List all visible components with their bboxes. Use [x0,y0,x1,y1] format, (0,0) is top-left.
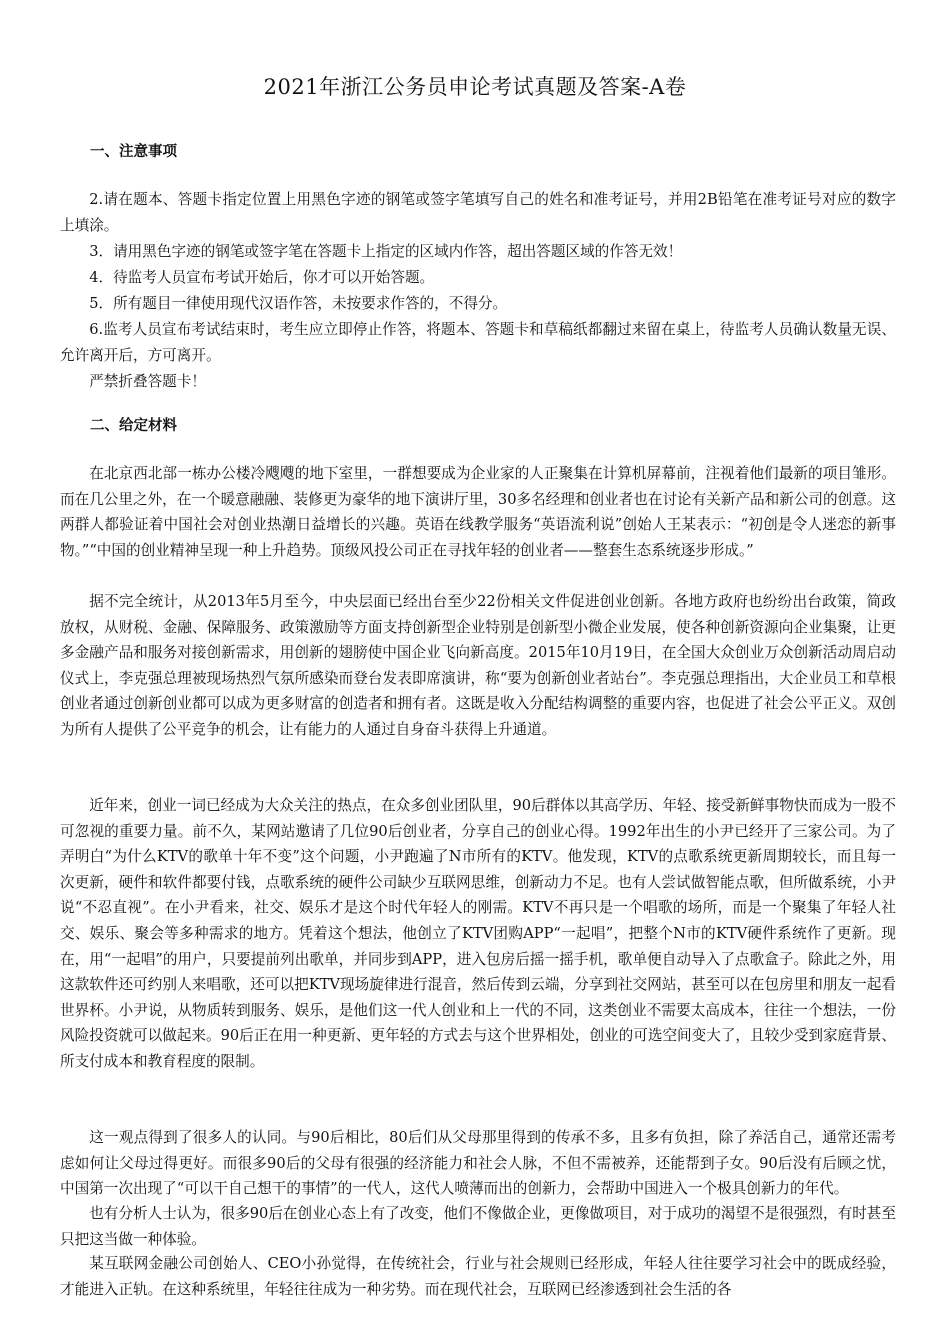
page-title: 2021年浙江公务员申论考试真题及答案-A卷 [263,75,687,99]
note-item: 严禁折叠答题卡！ [89,373,206,390]
material-paragraph: 近年来，创业一词已经成为大众关注的热点，在众多创业团队里，90后群体以其高学历、年轻、接受新鲜事物快而成为一股不可忽视的重要力量。前不久，某网站邀请了几位90后创业者，分享自己的创业心得。1992年出生的小尹已经开了三家公司。为了弄明白“为什么KTV的歌单十年不变”这个问题，小尹跑遍了N市所有的KTV。他发现，KTV的点歌系统更新周期较长，而且每一次更新，硬件和软件都要付钱，点歌系统的硬件公司缺少互联网思维，创新动力不足。也有人尝试做智能点歌，但所做系统，小尹说“不忍直视”。在小尹看来，社交、娱乐才是这个时代年轻人的刚需。KTV不再只是一个唱歌的场所，而是一个聚集了年轻人社交、娱乐、聚会等多种需求的地方。凭着这个想法，他创立了KTV团购APP“一起唱”，把整个N市的KTV硬件系统作了更新。现在，用“一起唱”的用户，只要提前列出歌单，并同步到APP，进入包房后摇一摇手机，歌单便自动导入了点歌盒子。除此之外，用这款软件还可约别人来唱歌，还可以把KTV现场旋律进行混音，然后传到云端，分享到社交网站，甚至可以在包房里和朋友一起看世界杯。小尹说，从物质转到服务、娱乐，是他们这一代人创业和上一代的不同，这类创业不需要太高成本，往往一个想法，一份风险投资就可以做起来。90后正在用一种更新、更年轻的方式去与这个世界相处，创业的可选空间变大了，且较少受到家庭背景、所支付成本和教育程度的限制。 [60,797,896,1070]
material-paragraph: 也有分析人士认为，很多90后在创业心态上有了改变，他们不像做企业，更像做项目，对于成功的渴望不是很强烈，有时甚至只把这当做一种体验。 [60,1205,896,1248]
note-item: 5．所有题目一律使用现代汉语作答，未按要求作答的，不得分。 [89,295,508,312]
section-heading-materials: 二、给定材料 [90,418,177,434]
material-paragraph: 据不完全统计，从2013年5月至今，中央层面已经出台至少22份相关文件促进创业创新。各地方政府也纷纷出台政策，简政放权，从财税、金融、保障服务、政策激励等方面支持创新型企业特别是创新型小微企业发展，使各种创新资源向企业集聚，让更多金融产品和服务对接创新需求，用创新的翅膀使中国企业飞向新高度。2015年10月19日，在全国大众创业万众创新活动周启动仪式上，李克强总理被现场热烈气氛所感染而登台发表即席演讲，称“要为创新创业者站台”。李克强总理指出，大企业员工和草根创业者通过创新创业都可以成为更多财富的创造者和拥有者。这既是收入分配结构调整的重要内容，也促进了社会公平正义。双创为所有人提供了公平竞争的机会，让有能力的人通过自身奋斗获得上升通道。 [60,593,896,738]
material-paragraph: 在北京西北部一栋办公楼冷飕飕的地下室里，一群想要成为企业家的人正聚集在计算机屏幕前，注视着他们最新的项目雏形。而在几公里之外，在一个暖意融融、装修更为豪华的地下演讲厅里，30多名经理和创业者也在讨论有关新产品和新公司的创意。这两群人都验证着中国社会对创业热潮日益增长的兴趣。英语在线教学服务“英语流利说”创始人王某表示：“初创是令人迷恋的新事物。”“中国的创业精神呈现一种上升趋势。顶级风投公司正在寻找年轻的创业者——整套生态系统逐步形成。” [60,465,896,559]
material-paragraph: 这一观点得到了很多人的认同。与90后相比，80后们从父母那里得到的传承不多，且多有负担，除了养活自己，通常还需考虑如何让父母过得更好。而很多90后的父母有很强的经济能力和社会人脉，不但不需被养，还能帮到子女。90后没有后顾之忧，中国第一次出现了“可以干自己想干的事情”的一代人，这代人喷薄而出的创新力，会帮助中国进入一个极具创新力的年代。 [60,1129,896,1198]
section-heading-notes: 一、注意事项 [90,144,177,160]
note-item: 4．待监考人员宣布考试开始后，你才可以开始答题。 [89,269,435,286]
note-item: 2.请在题本、答题卡指定位置上用黑色字迹的钢笔或签字笔填写自己的姓名和准考证号，并用2B铅笔在准考证号对应的数字上填涂。 [60,191,896,234]
note-item: 6.监考人员宣布考试结束时，考生应立即停止作答，将题本、答题卡和草稿纸都翻过来留在桌上，待监考人员确认数量无误、允许离开后，方可离开。 [60,321,896,364]
material-paragraph: 某互联网金融公司创始人、CEO小孙觉得，在传统社会，行业与社会规则已经形成，年轻人往往要学习社会中的既成经验，才能进入正轨。在这种系统里，年轻往往成为一种劣势。而在现代社会，互联网已经渗透到社会生活的各 [60,1255,896,1298]
note-item: 3．请用黑色字迹的钢笔或签字笔在答题卡上指定的区域内作答，超出答题区域的作答无效！ [89,243,683,260]
